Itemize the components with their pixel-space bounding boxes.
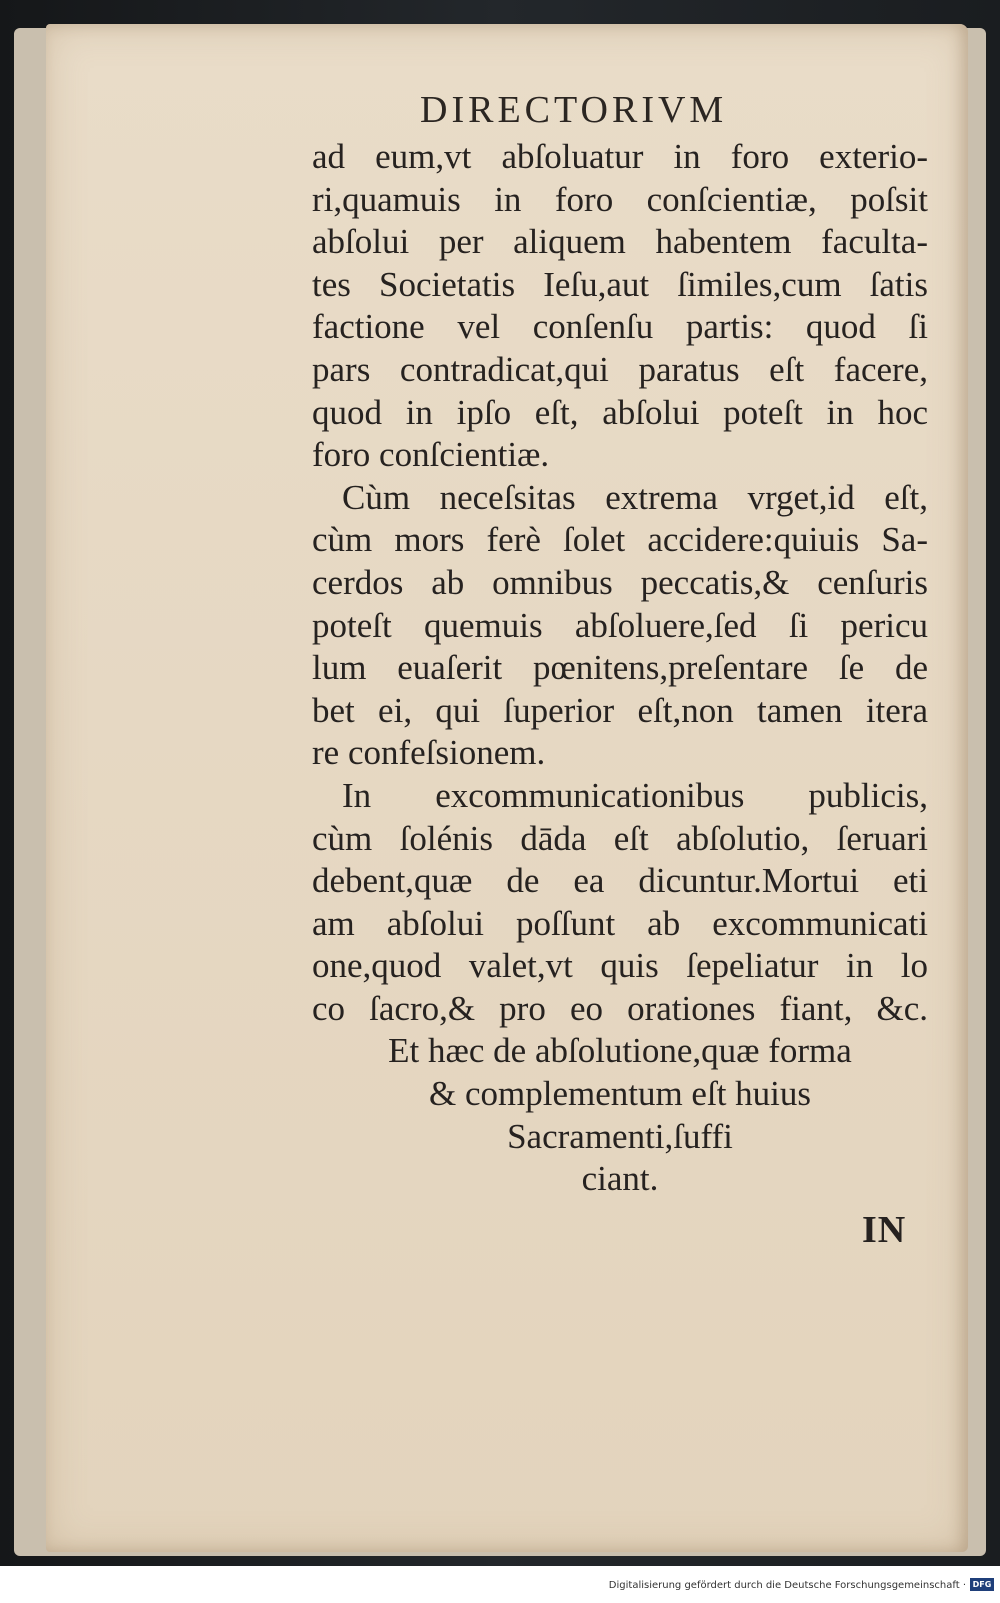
closing-line: ciant. <box>581 1159 659 1199</box>
text-line: foro conſcientiæ. <box>312 435 550 475</box>
catchword: IN <box>862 1209 907 1251</box>
funding-credit: Digitalisierung gefördert durch die Deutsche Forschungsgemeinschaft · <box>608 1580 966 1591</box>
text-line: co ſacro,& pro eo orationes fiant, &c. <box>312 988 928 1028</box>
text-line: cùm ſolénis dāda eſt abſolutio, ſeruari <box>312 818 928 858</box>
body-text <box>312 136 928 1201</box>
closing-line: Et hæc de abſolutione,quæ forma <box>388 1031 852 1071</box>
paragraph-start-line: Cùm neceſsitas extrema vrget,id eſt, <box>342 477 928 517</box>
text-line: quod in ipſo eſt, abſolui poteſt in hoc <box>312 392 928 432</box>
closing-line: & complementum eſt huius <box>428 1074 812 1114</box>
text-line: am abſolui poſſunt ab excommunicati <box>312 903 928 943</box>
text-line: poteſt quemuis abſoluere,ſed ſi pericu <box>312 605 928 645</box>
text-line: bet ei, qui ſuperior eſt,non tamen itera <box>312 690 928 730</box>
text-line: ri,quamuis in foro conſcientiæ, poſsit <box>312 179 928 219</box>
text-line: abſolui per aliquem habentem faculta- <box>312 222 928 262</box>
text-line: ad eum,vt abſoluatur in foro exterio- <box>312 137 928 176</box>
text-line: debent,quæ de ea dicuntur.Mortui eti <box>312 861 928 901</box>
text-line: tes Societatis Ieſu,aut ſimiles,cum ſatis <box>312 264 928 304</box>
dfg-logo: DFG <box>970 1578 994 1591</box>
text-line: re confeſsionem. <box>312 733 546 773</box>
text-line: cùm mors ferè ſolet accidere:quiuis Sa- <box>312 520 928 560</box>
text-line: factione vel conſenſu partis: quod ſi <box>312 307 928 347</box>
text-line: one,quod valet,vt quis ſepeliatur in lo <box>312 946 928 986</box>
running-head: DIRECTORIVM <box>420 89 728 131</box>
text-line: pars contradicat,qui paratus eſt facere, <box>312 349 928 389</box>
paragraph-start-line: In excommunicationibus publicis, <box>342 775 928 815</box>
closing-line: Sacramenti,ſuffi <box>507 1116 733 1156</box>
text-line: cerdos ab omnibus peccatis,& cenſuris <box>312 562 928 602</box>
text-line: lum euaſerit pœnitens,preſentare ſe de <box>312 648 928 688</box>
